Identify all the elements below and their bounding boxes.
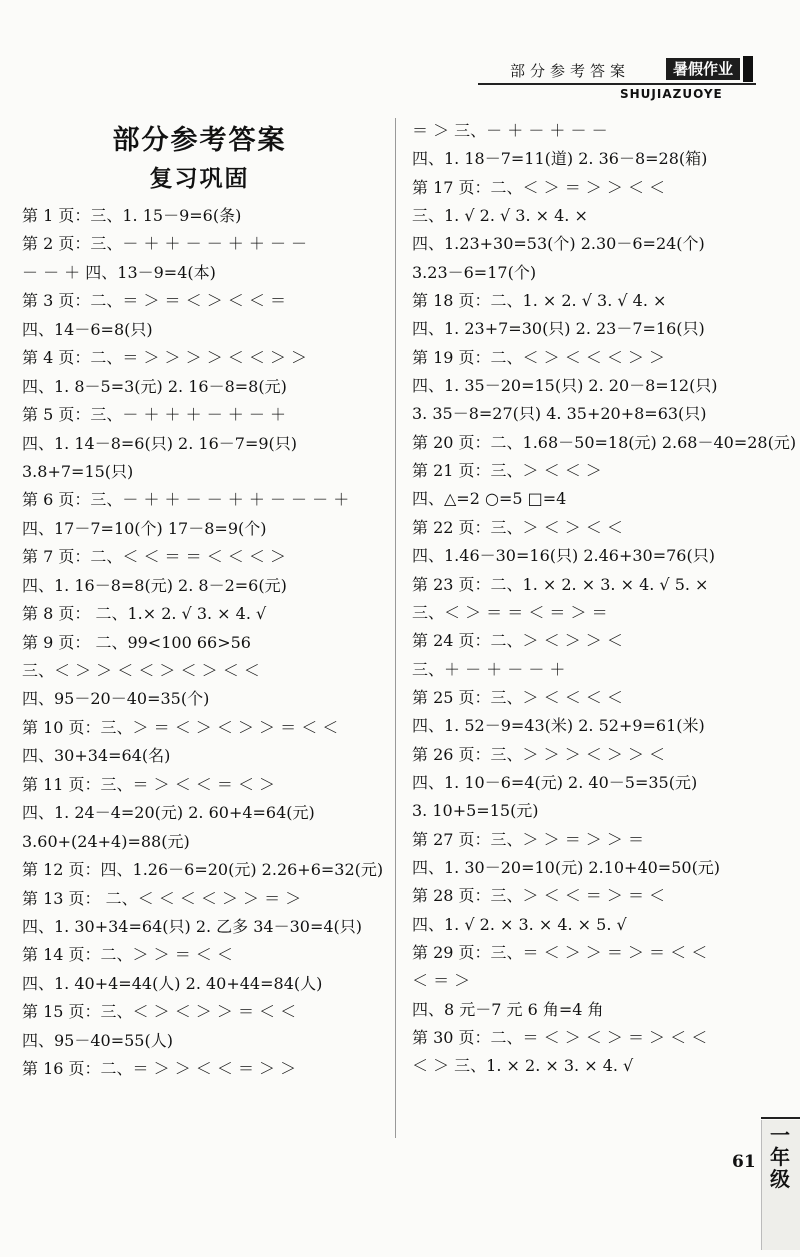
answer-line: 第 3 页：二、＝ ＞ ＝ ＜ ＞ ＜ ＜ ＝ <box>22 291 286 311</box>
answer-line: 四、1. 8－5=3(元) 2. 16－8=8(元) <box>22 376 287 396</box>
main-title: 部分参考答案 <box>112 125 287 156</box>
side-tab-rule <box>761 1117 800 1119</box>
answer-line: 四、95－40=55(人) <box>22 1030 173 1050</box>
page-number: 61 <box>732 1152 756 1172</box>
column-divider <box>395 118 396 1138</box>
answer-line: 3.23－6=17(个) <box>412 262 537 282</box>
answer-line: 四、1. 52－9=43(米) 2. 52+9=61(米) <box>412 716 705 736</box>
answer-line: 第 1 页：三、1. 15－9=6(条) <box>22 206 242 225</box>
page-header <box>478 56 760 104</box>
answer-line: 第 10 页：三、＞ ＝ ＜ ＞ ＜ ＞ ＞ ＝ ＜ ＜ <box>22 717 339 737</box>
answer-line: 四、30+34=64(名) <box>22 746 171 766</box>
answer-line: 第 28 页：三、＞ ＜ ＜ ＝ ＞ ＝ ＜ <box>412 886 666 906</box>
right-column <box>412 117 797 1081</box>
header-tag: 暑假作业 <box>666 58 740 80</box>
answer-line: 四、95－20－40=35(个) <box>22 689 210 709</box>
answer-line: 四、17－7=10(个) 17－8=9(个) <box>22 518 267 538</box>
answer-line: 四、1. 16－8=8(元) 2. 8－2=6(元) <box>22 575 287 595</box>
answer-line: 第 27 页：三、＞ ＞ ＝ ＞ ＞ ＝ <box>412 829 644 849</box>
answer-line: 四、14－6=8(只) <box>22 319 153 339</box>
answer-line: 四、1. 14－8=6(只) 2. 16－7=9(只) <box>22 433 298 453</box>
answer-line: 第 18 页：二、1. × 2. √ 3. √ 4. × <box>412 291 667 311</box>
answer-line: 第 20 页：二、1.68－50=18(元) 2.68－40=28(元) <box>412 432 797 452</box>
header-rule <box>478 83 756 85</box>
answer-line: 四、1. 24－4=20(元) 2. 60+4=64(元) <box>22 803 315 823</box>
answer-line: 四、1.46－30=16(只) 2.46+30=76(只) <box>412 546 715 566</box>
answer-line: 第 29 页：三、＝ ＜ ＞ ＞ ＝ ＞ ＝ ＜ ＜ <box>412 942 708 962</box>
answer-line: 第 30 页：二、＝ ＜ ＞ ＜ ＞ ＝ ＞ ＜ ＜ <box>412 1028 708 1047</box>
answer-line: 第 26 页：三、＞ ＞ ＞ ＜ ＞ ＞ ＜ <box>412 744 666 764</box>
grade-label: 一年级 <box>770 1123 790 1191</box>
header-subtitle: SHUJIAZUOYE <box>620 87 723 101</box>
answer-line: 四、1. 30－20=10(元) 2.10+40=50(元) <box>412 857 721 877</box>
answer-line: 四、8 元－7 元 6 角=4 角 <box>412 999 604 1019</box>
answer-line: 第 23 页：二、1. × 2. × 3. × 4. √ 5. × <box>412 574 709 594</box>
answer-line: 四、1. 18－7=11(道) 2. 36－8=28(箱) <box>412 149 708 169</box>
left-column <box>22 202 392 1084</box>
answer-line: 四、1. 10－6=4(元) 2. 40－5=35(元) <box>412 772 698 792</box>
answer-line: 第 22 页：三、＞ ＜ ＞ ＜ ＜ <box>412 517 623 537</box>
answer-line: 第 17 页：二、＜ ＞ ＝ ＞ ＞ ＜ ＜ <box>412 177 666 197</box>
answer-line: 第 19 页：二、＜ ＞ ＜ ＜ ＜ ＞ ＞ <box>412 347 666 367</box>
answer-line: 第 14 页：二、＞ ＞ ＝ ＜ ＜ <box>22 945 233 965</box>
answer-line: 第 11 页：三、＝ ＞ ＜ ＜ ＝ ＜ ＞ <box>22 774 276 794</box>
answer-line: 第 25 页：三、＞ ＜ ＜ ＜ ＜ <box>412 687 623 707</box>
answer-line: 3. 35－8=27(只) 4. 35+20+8=63(只) <box>412 404 707 424</box>
answer-line: 第 6 页：三、－ ＋ ＋ － － ＋ ＋ － － － ＋ <box>22 490 350 510</box>
answer-line: 三、＜ ＞ ＝ ＝ ＜ ＝ ＞ ＝ <box>412 602 608 622</box>
answer-line: 第 7 页：二、＜ ＜ ＝ ＝ ＜ ＜ ＜ ＞ <box>22 547 286 567</box>
answer-line: ＜ ＝ ＞ <box>412 971 471 991</box>
answer-line: ＝ ＞ 三、－ ＋ － ＋ － － <box>412 121 608 140</box>
answer-line: 三、1. √ 2. √ 3. × 4. × <box>412 206 588 226</box>
answer-line: 四、1. 40+4=44(人) 2. 40+44=84(人) <box>22 973 323 993</box>
answer-line: 第 21 页：三、＞ ＜ ＜ ＞ <box>412 461 602 481</box>
answer-line: 第 15 页：三、＜ ＞ ＜ ＞ ＞ ＝ ＜ ＜ <box>22 1002 297 1022</box>
answer-line: 第 24 页：二、＞ ＜ ＞ ＞ ＜ <box>412 631 623 651</box>
answer-line: － － ＋ 四、13－9=4(本) <box>22 262 216 282</box>
header-bar <box>743 56 753 82</box>
answer-line: 三、＋ － ＋ － － ＋ <box>412 659 566 679</box>
answer-line: 第 9 页： 二、99<100 66>56 <box>22 632 251 652</box>
answer-line: 3. 10+5=15(元) <box>412 801 539 821</box>
answer-line: 第 4 页：二、＝ ＞ ＞ ＞ ＞ ＜ ＜ ＞ ＞ <box>22 348 308 368</box>
answer-line: 第 16 页：二、＝ ＞ ＞ ＜ ＜ ＝ ＞ ＞ <box>22 1059 297 1079</box>
answer-line: 四、1.23+30=53(个) 2.30－6=24(个) <box>412 234 705 254</box>
answer-line: 第 5 页：三、－ ＋ ＋ ＋ － ＋ － ＋ <box>22 405 286 425</box>
answer-line: 第 12 页：四、1.26－6=20(元) 2.26+6=32(元) <box>22 860 384 880</box>
answer-line: 三、＜ ＞ ＞ ＜ ＜ ＞ ＜ ＞ ＜ ＜ <box>22 661 260 680</box>
answer-line: 四、1. 35－20=15(只) 2. 20－8=12(只) <box>412 376 718 396</box>
answer-line: 四、1. 23+7=30(只) 2. 23－7=16(只) <box>412 319 705 339</box>
answer-line: 第 8 页： 二、1.× 2. √ 3. × 4. √ <box>22 604 267 624</box>
answer-line: 四、1. 30+34=64(只) 2. 乙多 34－30=4(只) <box>22 916 363 936</box>
answer-line: 四、1. √ 2. × 3. × 4. × 5. √ <box>412 914 627 934</box>
header-title: 部分参考答案 <box>510 62 631 80</box>
answer-line: 四、△=2 ○=5 □=4 <box>412 489 567 509</box>
answer-line: 3.60+(24+4)=88(元) <box>22 831 190 851</box>
answer-line: ＜ ＞ 三、1. × 2. × 3. × 4. √ <box>412 1056 634 1076</box>
section-title: 复习巩固 <box>149 166 250 192</box>
answer-line: 第 2 页：三、－ ＋ ＋ － － ＋ ＋ － － <box>22 234 308 254</box>
answer-line: 第 13 页： 二、＜ ＜ ＜ ＜ ＞ ＞ ＝ ＞ <box>22 888 302 908</box>
answer-line: 3.8+7=15(只) <box>22 461 134 481</box>
